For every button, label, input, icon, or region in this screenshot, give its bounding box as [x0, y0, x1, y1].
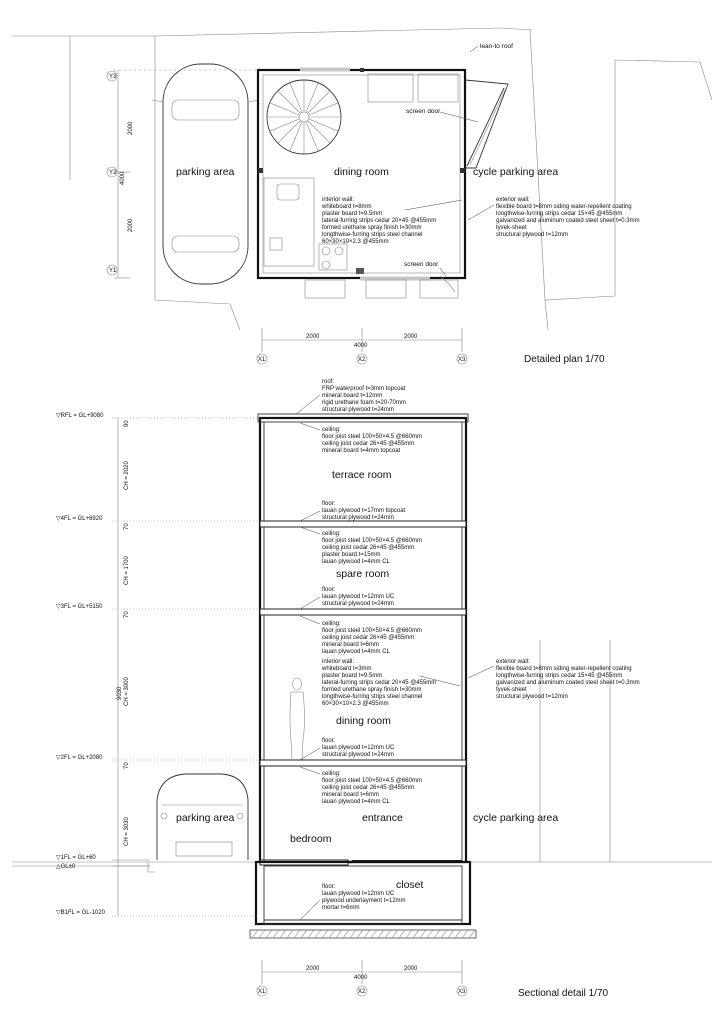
neighbour-corner — [545, 300, 548, 330]
hatch-line — [455, 930, 461, 938]
site-outline-top-right — [500, 28, 532, 30]
paving-slab-2 — [418, 74, 458, 102]
exterior-wall-leader-section — [468, 666, 494, 678]
stove-burner-2 — [335, 247, 343, 255]
stair-tread — [308, 121, 331, 144]
level-b1fl: ▽B1FL = GL-1020 — [56, 910, 105, 916]
floor2-leader — [300, 748, 320, 760]
note-line: galvanized and aluminum coated steel sheet t=0.3mm — [496, 218, 640, 224]
level-1fl: ▽1FL = GL+60 — [56, 855, 96, 861]
stair-tread — [309, 103, 339, 115]
note-line: ceiling joist cedar 26×45 @455mm — [322, 635, 415, 641]
grid-label-x3: X3 — [458, 357, 466, 363]
note-line: ceiling: — [322, 531, 341, 537]
note-line: lauan plywood t=17mm topcoat — [322, 508, 406, 514]
sectional-detail — [12, 379, 712, 999]
bedroom-label: bedroom — [290, 833, 332, 845]
grid-node-right — [460, 168, 465, 173]
section-bottom-dimensions — [257, 960, 467, 996]
parking-area-label-plan: parking area — [176, 166, 235, 178]
dim-4000-plan: 4000 — [354, 343, 368, 349]
note-line: FRP waterproof t=3mm topcoat — [322, 386, 406, 392]
level-4fl: ▽4FL = GL+6920 — [56, 516, 103, 522]
plan-exterior-wall-note — [496, 197, 640, 238]
note-line: galvanized and aluminum coated steel sheet t=0.3mm — [496, 680, 640, 686]
plan-title: Detailed plan 1/70 — [524, 354, 605, 365]
human-figure — [290, 678, 305, 760]
dining-room-label-section: dining room — [336, 715, 391, 727]
dim-2000-top: 2000 — [128, 121, 134, 135]
stair-tread — [306, 122, 318, 152]
floor-2f-note — [322, 738, 395, 758]
ceiling-1f-note — [322, 771, 422, 805]
vdim-ch-2020: CH = 2020 — [124, 461, 130, 490]
note-line: longthwise-furring strips cedar 15×45 @455mm — [496, 673, 623, 679]
screen-door-top-swing — [467, 88, 504, 166]
screen-door-bottom-label: screen door — [404, 261, 439, 268]
hatch-line — [385, 930, 391, 938]
floor-slab-4f — [260, 521, 466, 527]
note-line: lateral-furring strips cedar 20×45 @455mm — [322, 680, 437, 686]
note-line: formed urethane spray finish t=30mm — [322, 687, 422, 693]
lean-to-roof-leader — [470, 46, 478, 52]
hatch-line — [343, 930, 349, 938]
note-line: roof: — [322, 379, 335, 385]
grid-label-y1: Y1 — [109, 268, 117, 274]
roof-leader — [296, 395, 320, 414]
car-light-right — [237, 813, 243, 819]
note-line: rigid urethane foam t=20-70mm — [322, 400, 406, 406]
site-outline-top — [155, 28, 500, 36]
note-line: interior wall: — [322, 659, 355, 665]
appliance-box — [270, 238, 282, 250]
note-line: floor joist steel 100×50×4.5 @660mm — [322, 538, 422, 544]
note-line: lauan plywood t=4mm CL — [322, 559, 390, 565]
vdim-ch-3030: CH = 3030 — [124, 817, 130, 846]
note-line: longthwise-furring strips cedar 15×45 @455mm — [496, 211, 623, 217]
grid-label-x2: X2 — [358, 989, 366, 995]
plan-bottom-dimensions — [257, 328, 467, 364]
cycle-parking-label-plan: cycle parking area — [473, 166, 559, 178]
grid-node-left — [258, 168, 263, 173]
note-line: mineral board t=6mm — [322, 642, 379, 648]
lean-to-roof-label: lean-to roof — [480, 43, 513, 50]
note-line: ceiling joist cedar 26×45 @455mm — [322, 545, 415, 551]
screen-door-top-leaf — [470, 86, 507, 165]
grid-label-y2: Y2 — [109, 170, 117, 176]
stair-tread — [270, 103, 300, 115]
note-line: interior wall: — [322, 197, 355, 203]
hatch-line — [329, 930, 335, 938]
stair-tread — [309, 119, 339, 131]
note-line: plaster board t=15mm — [322, 552, 381, 558]
column-marker — [356, 268, 364, 274]
dim-2000-left: 2000 — [306, 966, 320, 972]
hatch-line — [350, 930, 356, 938]
hatch-line — [287, 930, 293, 938]
note-line: structural plywood t=24mm — [322, 752, 394, 758]
basement-floor-note — [322, 884, 406, 911]
hatch-line — [315, 930, 321, 938]
hatch-line — [259, 930, 265, 938]
neighbour-outline-right — [530, 30, 712, 300]
ceiling3-leader — [300, 527, 320, 534]
vdim-ch-1700: CH = 1700 — [124, 556, 130, 585]
note-line: structural plywood t=24mm — [322, 515, 394, 521]
hatch-line — [252, 930, 258, 938]
note-line: floor: — [322, 587, 336, 593]
floor-slab-3f — [260, 609, 466, 615]
kitchen-counter — [264, 178, 314, 266]
stove-burner-1 — [322, 247, 330, 255]
note-line: longthwise-furring strips steel channel — [322, 694, 423, 700]
stair-tread — [290, 83, 302, 113]
roof-note — [322, 379, 406, 413]
note-line: formed urethane spray finish t=30mm — [322, 225, 422, 231]
hatch-line — [406, 930, 412, 938]
hatch-line — [392, 930, 398, 938]
paving-slab-4 — [366, 280, 406, 298]
level-3fl: ▽3FL = GL+5150 — [56, 604, 103, 610]
hatch-line — [441, 930, 447, 938]
floor-4f-note — [322, 501, 406, 521]
hatch-line — [266, 930, 272, 938]
ceiling-2f-note — [322, 621, 422, 655]
hatch-line — [280, 930, 286, 938]
note-line: tyvek-sheet — [496, 687, 527, 693]
interior-wall-leader-plan — [405, 200, 462, 210]
ceiling4-leader — [300, 423, 320, 430]
note-line: mineral board t=4mm topcoat — [322, 448, 401, 454]
curb-left — [148, 862, 155, 872]
hatch-line — [336, 930, 342, 938]
hatch-line — [294, 930, 300, 938]
level-2fl: ▽2FL = GL+2080 — [56, 755, 103, 761]
foundation-hatch — [250, 930, 476, 938]
hatch-line — [469, 930, 475, 938]
floor-3f-note — [322, 587, 395, 607]
hatch-line — [420, 930, 426, 938]
closet-label: closet — [396, 879, 424, 891]
note-line: floor: — [322, 738, 336, 744]
screen-door-top-leader — [440, 112, 478, 122]
hatch-line — [357, 930, 363, 938]
hatch-line — [448, 930, 454, 938]
stair-tread — [308, 91, 331, 114]
note-line: plywood underlayment t=12mm — [322, 898, 406, 904]
ceiling-4f-note — [322, 427, 422, 454]
dim-2000-right: 2000 — [404, 334, 418, 340]
ceiling1-leader — [300, 767, 320, 774]
note-line: lauan plywood t=12mm UC — [322, 891, 395, 897]
cycle-parking-label-section: cycle parking area — [473, 812, 559, 824]
vdim-70-c: 70 — [124, 762, 130, 769]
vdim-ch-3000: CH = 3000 — [124, 677, 130, 706]
entrance-label: entrance — [362, 812, 403, 824]
car-light-left — [161, 813, 167, 819]
detailed-plan — [12, 28, 712, 365]
floor-slab-2f — [260, 760, 466, 766]
hatch-line — [399, 930, 405, 938]
interior-wall-note-section — [321, 659, 436, 707]
exterior-wall-leader-plan — [468, 205, 494, 220]
stair-tread — [270, 119, 300, 131]
hatch-line — [322, 930, 328, 938]
grid-label-x1: X1 — [258, 989, 266, 995]
stair-tread — [306, 83, 318, 113]
spare-room-label: spare room — [336, 568, 390, 580]
note-line: structural plywood t=12mm — [496, 232, 568, 238]
paving-slab-1 — [368, 74, 413, 102]
note-line: structural plywood t=12mm — [496, 694, 568, 700]
note-line: mineral board t=12mm — [322, 393, 383, 399]
dim-2000-bottom: 2000 — [128, 218, 134, 232]
note-line: lauan plywood t=12mm UC — [322, 594, 395, 600]
kitchen-sink — [277, 184, 299, 200]
floor3-leader — [300, 597, 320, 609]
parking-area-label-section: parking area — [176, 812, 235, 824]
note-line: whiteboard t=8mm — [322, 204, 372, 210]
note-line: lauan plywood t=12mm UC — [322, 745, 395, 751]
grid-label-x3: X3 — [458, 989, 466, 995]
note-line: lauan plywood t=4mm CL — [322, 799, 390, 805]
hatch-line — [413, 930, 419, 938]
dim-2000-right: 2000 — [404, 966, 418, 972]
grid-label-y3: Y3 — [109, 74, 117, 80]
grid-node-top — [360, 68, 364, 72]
figure-body — [290, 692, 305, 760]
note-line: floor joist steel 100×50×4.5 @660mm — [322, 778, 422, 784]
figure-head — [293, 678, 302, 690]
vdim-9030: 9030 — [117, 686, 123, 700]
hatch-line — [462, 930, 468, 938]
note-line: 60×30×10×2.3 @455mm — [322, 239, 389, 245]
stair-tread — [290, 122, 302, 152]
screen-door-bottom-leader — [440, 268, 446, 276]
grid-label-x1: X1 — [258, 357, 266, 363]
dim-2000-left: 2000 — [306, 334, 320, 340]
hatch-line — [301, 930, 307, 938]
stair-tread — [278, 121, 301, 144]
grid-label-x2: X2 — [358, 357, 366, 363]
paving-slab-5 — [420, 280, 458, 298]
plan-interior-wall-note — [321, 197, 436, 245]
note-line: mortar t=6mm — [322, 905, 360, 911]
section-title: Sectional detail 1/70 — [518, 988, 609, 999]
note-line: ceiling joist cedar 26×45 @455mm — [322, 441, 415, 447]
hatch-line — [434, 930, 440, 938]
note-line: structural plywood t=24mm — [322, 407, 394, 413]
note-line: structural plywood t=24mm — [322, 601, 394, 607]
car-mirror-left — [152, 100, 163, 102]
note-line: lateral-furring strips cedar 20×45 @455mm — [322, 218, 437, 224]
car-rear-window-plan — [172, 236, 239, 252]
basementB-leader — [300, 900, 320, 920]
note-line: plaster board t=9.5mm — [322, 673, 383, 679]
note-line: ceiling: — [322, 771, 341, 777]
note-line: plaster board t=9.5mm — [322, 211, 383, 217]
site-outline-left — [12, 36, 240, 330]
exterior-wall-note-section — [496, 659, 640, 700]
note-line: ceiling joist cedar 26×45 @455mm — [322, 785, 415, 791]
note-line: floor: — [322, 501, 336, 507]
note-line: floor joist steel 100×50×4.5 @660mm — [322, 434, 422, 440]
note-line: exterior wall: — [496, 659, 530, 665]
hatch-line — [364, 930, 370, 938]
car-windshield-plan — [172, 100, 239, 120]
screen-door-top-label: screen door — [406, 108, 441, 115]
spiral-staircase — [267, 80, 341, 154]
vdim-70-b: 70 — [124, 611, 130, 618]
dim-4000-section: 4000 — [354, 975, 368, 981]
level-rfl: ▽RFL = GL+9080 — [56, 413, 104, 419]
note-line: ceiling: — [322, 621, 341, 627]
paving-slab-3 — [305, 280, 345, 298]
hatch-line — [273, 930, 279, 938]
hatch-line — [427, 930, 433, 938]
hatch-line — [378, 930, 384, 938]
ceiling2-leader — [300, 616, 320, 624]
note-line: 60×30×10×2.3 @455mm — [322, 701, 389, 707]
note-line: floor joist steel 100×50×4.5 @660mm — [322, 628, 422, 634]
dining-room-label-plan: dining room — [334, 166, 389, 178]
note-line: lauan plywood t=4mm CL — [322, 649, 390, 655]
note-line: exterior wall: — [496, 197, 530, 203]
note-line: longthwise-furring strips steel channel — [322, 232, 423, 238]
note-line: floor: — [322, 884, 336, 890]
stair-tread — [278, 91, 301, 114]
ceiling-3f-note — [322, 531, 422, 565]
dim-4000: 4000 — [120, 171, 126, 185]
note-line: flexible board t=8mm siding water-repellent coating — [496, 666, 632, 672]
vdim-70-a: 70 — [124, 523, 130, 530]
note-line: whiteboard t=3mm — [322, 666, 372, 672]
note-line: tyvek-sheet — [496, 225, 527, 231]
hatch-line — [308, 930, 314, 938]
stove-burner-3 — [322, 261, 330, 269]
terrace-room-label: terrace room — [332, 469, 392, 481]
hatch-line — [371, 930, 377, 938]
vdim-90: 90 — [124, 420, 130, 427]
note-line: ceiling: — [322, 427, 341, 433]
floor4-leader — [300, 511, 320, 521]
note-line: flexible board t=8mm siding water-repellent coating — [496, 204, 632, 210]
note-line: mineral board t=6mm — [322, 792, 379, 798]
car-plate — [176, 842, 232, 856]
level-gl: △GL±0 — [56, 864, 76, 870]
